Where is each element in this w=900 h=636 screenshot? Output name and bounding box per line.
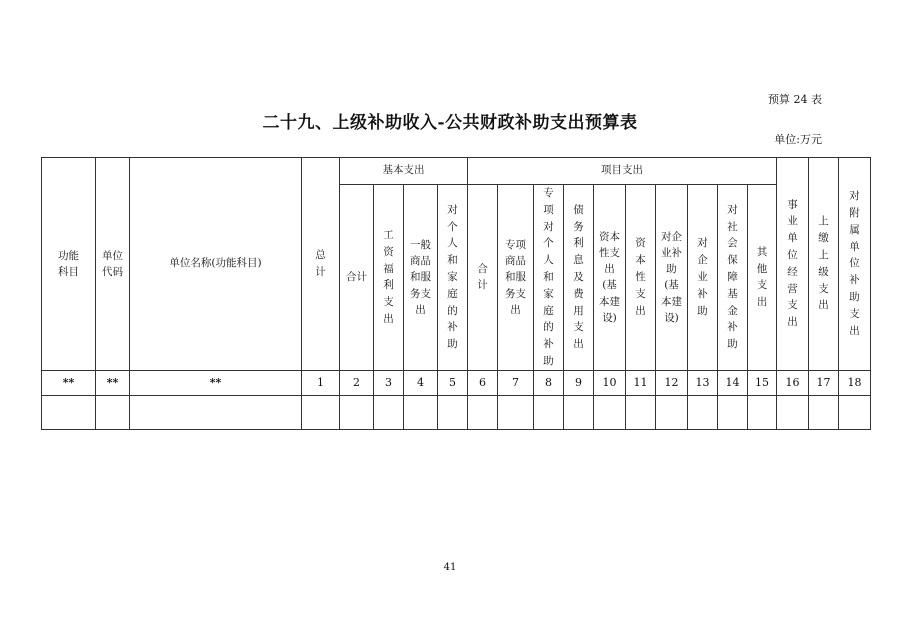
header-unit-name: 单位名称(功能科目) <box>130 158 302 371</box>
index-cell: 11 <box>626 370 656 395</box>
project-col-enterprise-construction: 对企业补助(基本建设) <box>656 185 688 371</box>
index-cell: 9 <box>564 370 594 395</box>
header-subsidiary-expenditure: 对附属单位补助支出 <box>839 158 871 371</box>
index-cell: 10 <box>594 370 626 395</box>
index-cell: 3 <box>374 370 404 395</box>
index-cell: ** <box>42 370 96 395</box>
project-col-special-goods: 专项商品和服务支出 <box>498 185 534 371</box>
table-cell <box>498 395 534 429</box>
index-cell: 15 <box>748 370 777 395</box>
project-col-capital: 资本性支出 <box>626 185 656 371</box>
table-cell <box>809 395 839 429</box>
table-cell <box>626 395 656 429</box>
unit-label: 单位:万元 <box>774 133 822 146</box>
project-col-debt-interest: 债务利息及费用支出 <box>564 185 594 371</box>
table-cell <box>438 395 468 429</box>
header-total: 总计 <box>302 158 340 371</box>
table-cell <box>564 395 594 429</box>
table-cell <box>718 395 748 429</box>
header-unit-code: 单位代码 <box>96 158 130 371</box>
header-row-groups <box>42 158 871 185</box>
project-col-other: 其他支出 <box>748 185 777 371</box>
index-cell: 1 <box>302 370 340 395</box>
index-cell: 6 <box>468 370 498 395</box>
table-row <box>42 395 871 429</box>
table-cell <box>688 395 718 429</box>
project-col-enterprise: 对企业补助 <box>688 185 718 371</box>
index-cell: 7 <box>498 370 534 395</box>
basic-col-salary: 工资福利支出 <box>374 185 404 371</box>
budget-table <box>41 157 871 430</box>
project-col-social-security: 对社会保障基金补助 <box>718 185 748 371</box>
table-cell <box>748 395 777 429</box>
project-col-capital-construction: 资本性支出(基本建设) <box>594 185 626 371</box>
index-cell: ** <box>96 370 130 395</box>
table-cell <box>340 395 374 429</box>
header-project-expenditure: 项目支出 <box>468 158 777 185</box>
basic-col-household-subsidy: 对个人和家庭的补助 <box>438 185 468 371</box>
form-number: 预算 24 表 <box>768 93 822 106</box>
table-cell <box>374 395 404 429</box>
index-cell: 12 <box>656 370 688 395</box>
page-number: 41 <box>443 562 457 573</box>
table-cell <box>468 395 498 429</box>
table-cell <box>96 395 130 429</box>
header-basic-expenditure: 基本支出 <box>340 158 468 185</box>
table-cell <box>42 395 96 429</box>
table-cell <box>777 395 809 429</box>
header-business-expenditure: 事业单位经营支出 <box>777 158 809 371</box>
table-cell <box>302 395 340 429</box>
project-col-subtotal: 合计 <box>468 185 498 371</box>
table-cell <box>404 395 438 429</box>
index-cell: ** <box>130 370 302 395</box>
index-cell: 13 <box>688 370 718 395</box>
table-cell <box>534 395 564 429</box>
page-title: 二十九、上级补助收入-公共财政补助支出预算表 <box>262 113 638 133</box>
index-cell: 2 <box>340 370 374 395</box>
index-cell: 17 <box>809 370 839 395</box>
index-cell: 8 <box>534 370 564 395</box>
basic-col-subtotal: 合计 <box>340 185 374 371</box>
table-cell <box>839 395 871 429</box>
table-cell <box>130 395 302 429</box>
index-cell: 14 <box>718 370 748 395</box>
table-cell <box>656 395 688 429</box>
header-func-subject: 功能科目 <box>42 158 96 371</box>
index-cell: 16 <box>777 370 809 395</box>
index-cell: 4 <box>404 370 438 395</box>
table-cell <box>594 395 626 429</box>
basic-col-goods-services: 一般商品和服务支出 <box>404 185 438 371</box>
index-cell: 5 <box>438 370 468 395</box>
index-row <box>42 370 871 395</box>
header-hand-in-expenditure: 上缴上级支出 <box>809 158 839 371</box>
index-cell: 18 <box>839 370 871 395</box>
project-col-special-household: 专项对个人和家庭的补助 <box>534 185 564 371</box>
